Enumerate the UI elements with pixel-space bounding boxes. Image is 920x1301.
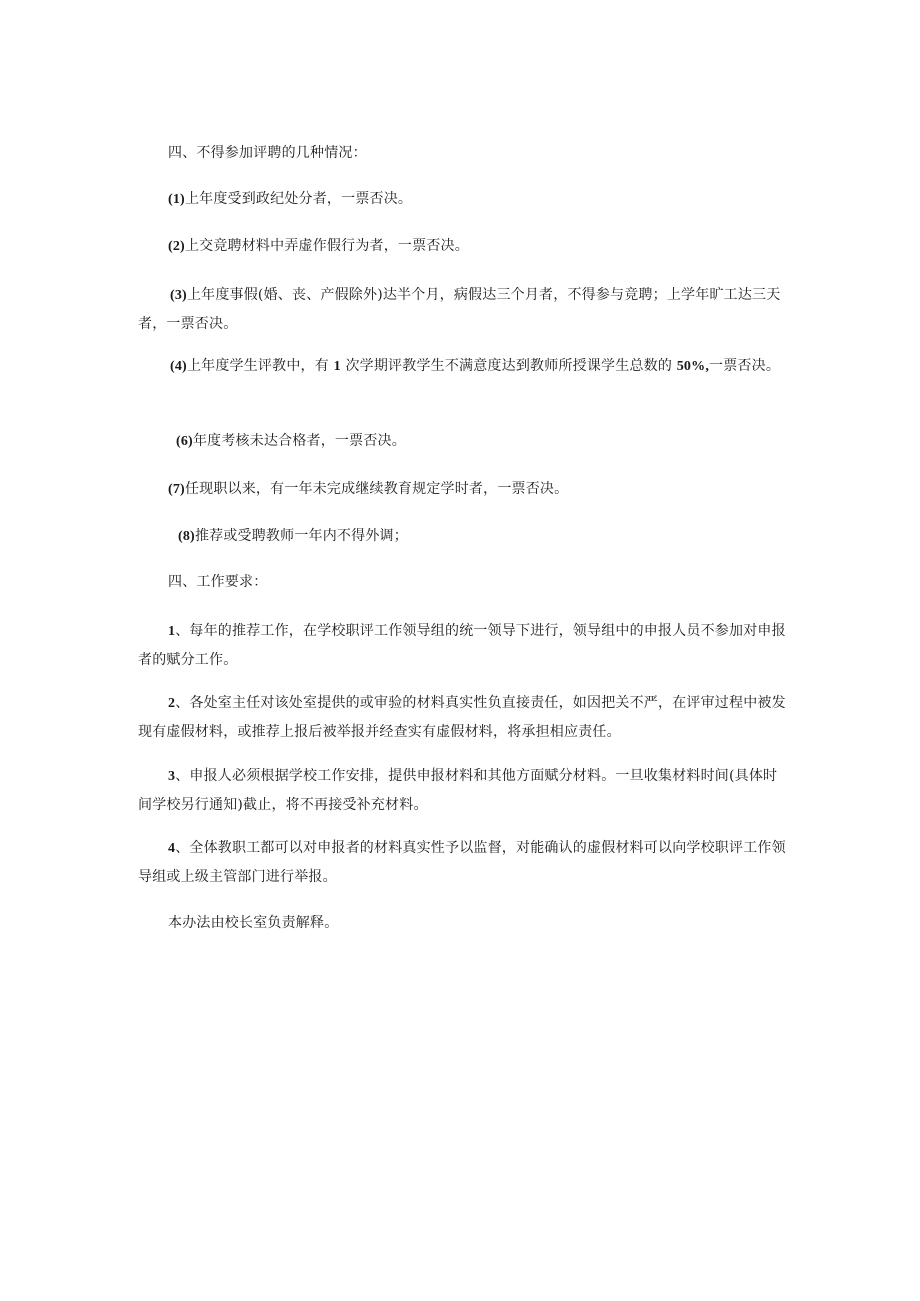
list-item: (8)推荐或受聘教师一年内不得外调； — [178, 528, 408, 544]
section-heading-disqualification: 四、不得参加评聘的几种情况： — [168, 145, 367, 161]
requirement-item: 1、每年的推荐工作，在学校职评工作领导组的统一领导下进行，领导组中的申报人员不参加对申报者的赋分工作。 — [138, 623, 786, 668]
list-item: (6)年度考核未达合格者，一票否决。 — [176, 433, 406, 449]
closing-statement: 本办法由校长室负责解释。 — [168, 915, 339, 931]
requirement-item: 2、各处室主任对该处室提供的或审验的材料真实性负直接责任，如因把关不严，在评审过程中被发现有虚假材料，或推荐上报后被举报并经查实有虚假材料，将承担相应责任。 — [138, 695, 786, 740]
list-item: (3)上年度事假(婚、丧、产假除外)达半个月，病假达三个月者，不得参与竞聘；上学年旷工达三天者，一票否决。 — [138, 287, 781, 332]
list-item: (2)上交竞聘材料中弄虚作假行为者，一票否决。 — [168, 238, 469, 254]
requirement-item: 3、申报人必须根据学校工作安排，提供申报材料和其他方面赋分材料。一旦收集材料时间(具体时间学校另行通知)截止，将不再接受补充材料。 — [138, 768, 778, 813]
requirement-item: 4、全体教职工都可以对申报者的材料真实性予以监督，对能确认的虚假材料可以向学校职评工作领导组或上级主管部门进行举报。 — [138, 840, 786, 885]
list-item: (7)任现职以来，有一年未完成继续教育规定学时者，一票否决。 — [168, 481, 569, 497]
list-item: (1)上年度受到政纪处分者，一票否决。 — [168, 191, 413, 207]
section-heading-requirements: 四、工作要求： — [168, 574, 268, 590]
list-item: (4)上年度学生评教中，有 1 次学期评教学生不满意度达到教师所授课学生总数的 50%,一票否决。 — [170, 358, 781, 374]
